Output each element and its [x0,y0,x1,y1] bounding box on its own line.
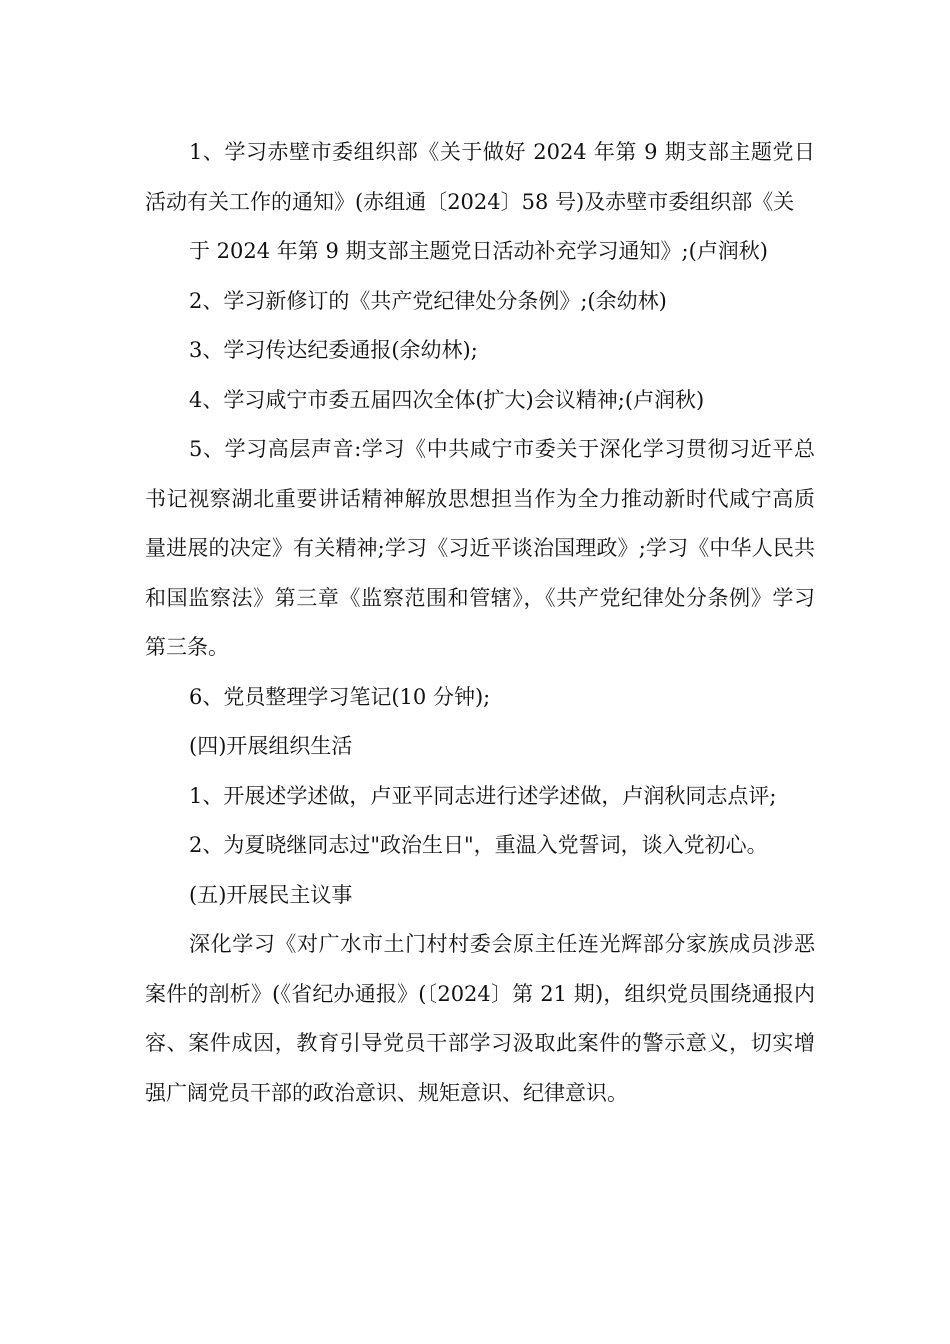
paragraph-study-item-1: 1、学习赤壁市委组织部《关于做好 2024 年第 9 期支部主题党日活动有关工作的通知》(赤组通〔2024〕58 号)及赤壁市委组织部《关 [145,140,815,214]
paragraph-study-item-6: 6、党员整理学习笔记(10 分钟); [189,684,491,709]
paragraph-democratic-discussion: 深化学习《对广水市土门村村委会原主任连光辉部分家族成员涉恶案件的剖析》(《省纪办通报》(〔2024〕第 21 期)，组织党员围绕通报内容、案件成因，教育引导党员干部学习汲取此案件的警示意义，切实增强广阔党员干部的政治意识、规矩意识、纪律意识。 [145,932,815,1105]
paragraph-org-life-item-2: 2、为夏晓继同志过"政治生日"，重温入党誓词，谈入党初心。 [189,833,768,857]
paragraph-study-item-3: 3、学习传达纪委通报(余幼林); [189,338,478,362]
paragraph-study-item-5: 5、学习高层声音:学习《中共咸宁市委关于深化学习贯彻习近平总书记视察湖北重要讲话精神解放思想担当作为全力推动新时代咸宁高质量进展的决定》有关精神;学习《习近平谈治国理政》;学习《中华人民共和国监察法》第三章《监察范围和管辖》，《共产党纪律处分条例》学习第三条。 [145,437,815,659]
document-body [145,128,815,1118]
paragraph-org-life-item-1: 1、开展述学述做，卢亚平同志进行述学述做，卢润秋同志点评; [189,783,777,808]
paragraph-study-item-1-continued: 于 2024 年第 9 期支部主题党日活动补充学习通知》;(卢润秋) [189,239,768,263]
section-heading-democratic-discussion: (五)开展民主议事 [189,882,353,907]
paragraph-study-item-2: 2、学习新修订的《共产党纪律处分条例》;(余幼林) [189,288,667,313]
section-heading-organization-life: (四)开展组织生活 [189,734,353,758]
paragraph-study-item-4: 4、学习咸宁市委五届四次全体(扩大)会议精神;(卢润秋) [189,387,705,412]
